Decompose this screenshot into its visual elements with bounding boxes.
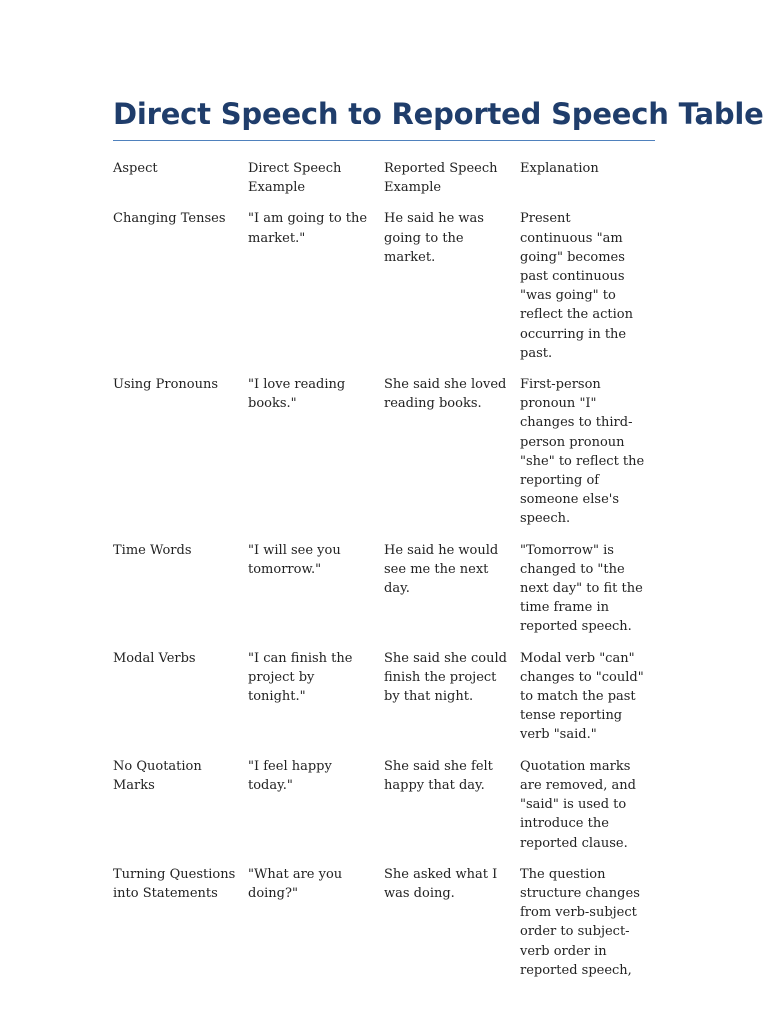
table-row [113, 541, 655, 649]
cell-reported-speech: She said she felt happy that day. [384, 758, 493, 793]
cell-explanation: Quotation marks are removed, and "said" is used to introduce the reported clause. [520, 758, 636, 851]
cell-direct-speech: "I feel happy today." [248, 758, 332, 793]
header-direct-speech: Direct Speech Example [248, 161, 342, 196]
cell-reported-speech: She asked what I was doing. [384, 866, 498, 901]
cell-aspect: Turning Questions into Statements [113, 866, 236, 901]
table-row [113, 865, 655, 992]
cell-explanation: Modal verb "can" changes to "could" to match the past tense reporting verb "said." [520, 650, 644, 743]
cell-reported-speech: She said she loved reading books. [384, 377, 507, 412]
cell-reported-speech: He said he would see me the next day. [384, 542, 499, 597]
speech-table [113, 159, 655, 992]
cell-direct-speech: "I love reading books." [248, 377, 346, 412]
cell-explanation: First-person pronoun "I" changes to third-person pronoun "she" to reflect the reporting of someone else's speech. [520, 377, 645, 527]
cell-aspect: Changing Tenses [113, 211, 226, 227]
cell-reported-speech: He said he was going to the market. [384, 211, 484, 265]
cell-direct-speech: "I can finish the project by tonight." [248, 650, 353, 705]
cell-aspect: Modal Verbs [113, 650, 196, 666]
table-row [113, 757, 655, 865]
cell-explanation: The question structure changes from verb-subject order to subject-verb order in reported speech, [520, 866, 640, 978]
document-page [113, 96, 764, 992]
cell-direct-speech: "I will see you tomorrow." [248, 542, 341, 577]
cell-explanation: Present continuous "am going" becomes past continuous "was going" to reflect the action occurring in the past. [520, 211, 633, 361]
header-reported-speech: Reported Speech Example [384, 161, 498, 196]
page-title: Direct Speech to Reported Speech Table [113, 97, 764, 131]
cell-direct-speech: "What are you doing?" [248, 866, 343, 901]
table-row [113, 209, 655, 375]
table-row [113, 375, 655, 541]
header-explanation: Explanation [520, 161, 599, 176]
cell-direct-speech: "I am going to the market." [248, 211, 368, 246]
cell-explanation: "Tomorrow" is changed to "the next day" to fit the time frame in reported speech. [520, 542, 643, 635]
cell-aspect: Time Words [113, 542, 192, 558]
cell-aspect: No Quotation Marks [113, 758, 202, 793]
title-underline [113, 140, 655, 141]
cell-reported-speech: She said she could finish the project by that night. [384, 650, 507, 705]
cell-aspect: Using Pronouns [113, 377, 219, 393]
table-row [113, 649, 655, 757]
header-aspect: Aspect [113, 161, 158, 176]
table-header-row [113, 159, 655, 209]
